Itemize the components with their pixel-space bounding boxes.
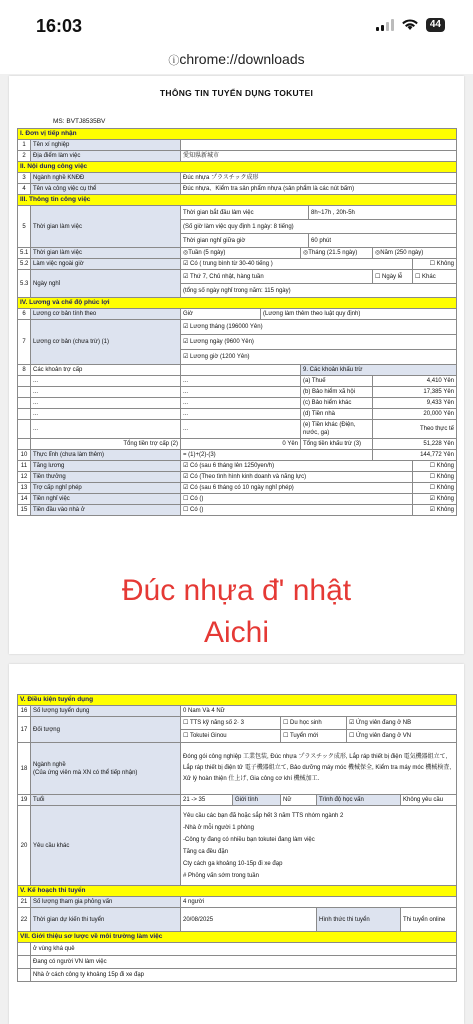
row-label: Số lượng tham gia phỏng vấn (31, 897, 181, 908)
row-label: Tuổi (31, 795, 181, 806)
row-num: 21 (18, 897, 31, 908)
watermark-line-2: Aichi (203, 616, 270, 649)
row-value: ☑ Có (sau 6 tháng có 10 ngày nghỉ phép) (181, 483, 413, 494)
section-title: I. Đơn vị tiếp nhận (18, 129, 457, 140)
section-title: V. Kế hoạch thi tuyển (18, 886, 457, 897)
table-cell: 20,000 Yên (373, 409, 457, 420)
row-label: Lương cơ bản tính theo (31, 309, 181, 320)
req-line: Cty cách ga khoảng 10-15p đi xe đạp (183, 860, 283, 867)
row-label: Yêu cầu khác (31, 806, 181, 886)
row-label: Trình độ học vấn (317, 795, 401, 806)
row-num: 1 (18, 140, 31, 151)
row-label: Tên xí nghiệp (31, 140, 181, 151)
row-label: Thời gian làm việc (31, 206, 181, 248)
row-value: 144,772 Yên (373, 450, 457, 461)
row-value: 8h~17h , 20h-5h (309, 206, 457, 220)
row-value: ☑ Lương ngày (9600 Yên) (181, 335, 457, 350)
row-value (181, 140, 457, 151)
row-value: ☑ Lương tháng (196000 Yên) (181, 320, 457, 335)
row-value: ☑ Có (Theo tình hình kinh doanh và năng lực) (181, 472, 413, 483)
row-num: 5.1 (18, 248, 31, 259)
row-value: Thời gian nghỉ giữa giờ (181, 234, 309, 248)
row-value: = (1)+(2)-(3) (181, 450, 373, 461)
row-label: Số lượng tuyển dụng (31, 706, 181, 717)
row-value: ◎Tuần (5 ngày) (181, 248, 301, 259)
row-label: Thời gian dự kiến thi tuyển (31, 908, 181, 932)
row-num: 2 (18, 151, 31, 162)
row-value: ☐ Tuyển mới (281, 730, 347, 743)
section-title: II. Nội dung công việc (18, 162, 457, 173)
row-label (31, 743, 181, 795)
req-line: -Công ty đang có nhiều bạn tokutei đang làm việc (183, 836, 315, 843)
table-cell: 17,385 Yên (373, 387, 457, 398)
row-value: Đúc nhựa、Kiểm tra sản phẩm nhựa (sản phẩm là các nút bấm) (181, 184, 457, 195)
clock: 16:03 (36, 16, 83, 36)
table-cell: ... (31, 398, 181, 409)
row-label: Tiền nghỉ việc (31, 494, 181, 505)
row-label: 9. Các khoản khấu trừ (301, 365, 457, 376)
row-num: 3 (18, 173, 31, 184)
row-num: 10 (18, 450, 31, 461)
table-cell: (b) Bảo hiểm xã hội (301, 387, 373, 398)
row-value: ☑ Thứ 7, Chủ nhật, hàng tuần (181, 270, 373, 284)
row-value: ◎Năm (250 ngày) (373, 248, 457, 259)
row-label: Tiền đầu vào nhà ở (31, 505, 181, 516)
row-num: 14 (18, 494, 31, 505)
req-line: Tăng ca đều đặn (183, 848, 229, 855)
table-cell: (a) Thuế (301, 376, 373, 387)
table-cell: 9,433 Yên (373, 398, 457, 409)
env-line: Nhà ở cách công ty khoảng 15p đi xe đạp (31, 969, 457, 982)
table-cell: 0 Yên (181, 439, 301, 450)
table-cell: ... (31, 387, 181, 398)
row-num: 6 (18, 309, 31, 320)
row-num: 4 (18, 184, 31, 195)
req-line: # Phỏng vấn sớm trong tuần (183, 872, 259, 879)
row-value: (tổng số ngày nghỉ trong năm: 115 ngày) (181, 284, 457, 298)
table-cell: ... (31, 409, 181, 420)
row-num: 5 (18, 206, 31, 248)
row-label: Đối tượng (31, 717, 181, 743)
env-line: Đang có người VN làm việc (31, 956, 457, 969)
table-cell: ... (181, 420, 301, 439)
row-label: Trợ cấp nghỉ phép (31, 483, 181, 494)
row-value: Thời gian bắt đầu làm việc (181, 206, 309, 220)
section-title: VII. Giới thiệu sơ lược về môi trường làm việc (18, 932, 457, 943)
row-value: ☐ Có () (181, 505, 413, 516)
row-value: ☐ Có () (181, 494, 413, 505)
doc-code: MS: BVTJ8535BV (53, 118, 106, 125)
row-num: 16 (18, 706, 31, 717)
signal-icon (376, 19, 394, 31)
row-label: Ngành nghề KNĐĐ (31, 173, 181, 184)
table-cell: 51,228 Yên (373, 439, 457, 450)
row-label: Tên và công việc cụ thể (31, 184, 181, 195)
row-value: 愛知県新城市 (181, 151, 457, 162)
row-value: ☐ Không (413, 483, 457, 494)
wifi-icon (402, 19, 418, 31)
row-value: 60 phút (309, 234, 457, 248)
row-label: Giới tính (233, 795, 281, 806)
table-cell: (e) Tiền khác (Điện, nước, ga) (301, 420, 373, 439)
table-cell: ... (31, 420, 181, 439)
row-num: 5.2 (18, 259, 31, 270)
row-value: 20/08/2025 (181, 908, 317, 932)
row-value: (Lương làm thêm theo luật quy định) (261, 309, 457, 320)
info-table-2 (17, 694, 457, 982)
status-icons (376, 18, 445, 32)
watermark-line-1: Đúc nhựa đ' nhật (121, 574, 352, 607)
row-value: ☑ Không (413, 494, 457, 505)
table-cell: (d) Tiền nhà (301, 409, 373, 420)
row-value: 0 Nam Và 4 Nữ (181, 706, 457, 717)
row-value: ☑ Có ( trung bình từ 30-40 tiếng ) (181, 259, 413, 270)
url-text: chrome://downloads (179, 51, 305, 67)
row-num: 22 (18, 908, 31, 932)
row-value: ☐ Ngày lễ (373, 270, 413, 284)
row-value: ☑ Có (sau 6 tháng lên 1250yen/h) (181, 461, 413, 472)
row-value: ◎Tháng (21.5 ngày) (301, 248, 373, 259)
info-table-1 (17, 128, 457, 516)
row-label: Hình thức thi tuyển (317, 908, 401, 932)
doc-title: THÔNG TIN TUYỂN DỤNG TOKUTEI (159, 88, 314, 98)
row-num: 12 (18, 472, 31, 483)
section-title: IV. Lương và chế độ phúc lợi (18, 298, 457, 309)
battery-icon: 44 (426, 18, 445, 32)
row-value: 4 người (181, 897, 457, 908)
section-title: V. Điều kiện tuyển dụng (18, 695, 457, 706)
row-label: Tăng lương (31, 461, 181, 472)
row-value: ☐ Du học sinh (281, 717, 347, 730)
row-value: (Số giờ làm việc quy định 1 ngày: 8 tiếng) (181, 220, 457, 234)
section-title: III. Thông tin công việc (18, 195, 457, 206)
table-cell: ... (181, 376, 301, 387)
row-num: 20 (18, 806, 31, 886)
pdf-page-2 (9, 664, 464, 1024)
row-label: Thực lĩnh (chưa làm thêm) (31, 450, 181, 461)
row-value: 21 -> 35 (181, 795, 233, 806)
status-bar (0, 0, 473, 48)
row-value: ☐ Không (413, 259, 457, 270)
row-num: 15 (18, 505, 31, 516)
table-cell: (c) Bảo hiểm khác (301, 398, 373, 409)
row-num: 18 (18, 743, 31, 795)
table-cell: ... (181, 387, 301, 398)
row-num: 5.3 (18, 270, 31, 298)
env-line: ở vùng khá quê (31, 943, 457, 956)
row-label: Ngày nghỉ (31, 270, 181, 298)
row-value: ☐ TTS kỹ năng số 2· 3 (181, 717, 281, 730)
row-value: Không yêu cầu (401, 795, 457, 806)
table-cell: ... (31, 376, 181, 387)
row-num: 13 (18, 483, 31, 494)
row-num: 7 (18, 320, 31, 365)
info-icon: ⓘ (168, 55, 180, 67)
row-num: 11 (18, 461, 31, 472)
row-label: Tiền thưởng (31, 472, 181, 483)
row-value: ☐ Ứng viên đang ở VN (347, 730, 457, 743)
row-label: Thời gian làm việc (31, 248, 181, 259)
row-label: Lương cơ bản (chưa trừ) (1) (31, 320, 181, 365)
row-num: 17 (18, 717, 31, 743)
row-label: Làm việc ngoài giờ (31, 259, 181, 270)
row-label: Các khoản trợ cấp (31, 365, 181, 376)
table-cell: Theo thực tế (373, 420, 457, 439)
row-value: ☑ Ứng viên đang ở NB (347, 717, 457, 730)
label-sub: (Của ứng viên mà XN có thể tiếp nhận) (33, 769, 138, 776)
row-value: ☐ Không (413, 461, 457, 472)
row-num: 8 (18, 365, 31, 376)
pdf-page-1 (9, 76, 464, 654)
row-value: ☐ Khác (413, 270, 457, 284)
url-bar[interactable] (0, 48, 473, 74)
row-value: Thi tuyển online (401, 908, 457, 932)
table-cell: Tổng tiền trợ cấp (2) (31, 439, 181, 450)
row-value (181, 806, 457, 886)
row-label: Địa điểm làm việc (31, 151, 181, 162)
row-value: Nữ (281, 795, 317, 806)
row-value: ☑ Không (413, 505, 457, 516)
table-cell: Tổng tiền khấu trừ (3) (301, 439, 373, 450)
table-cell: ... (181, 398, 301, 409)
row-value: ☐ Tokutei Ginou (181, 730, 281, 743)
table-cell: ... (181, 409, 301, 420)
row-value: Đúc nhựa プラスチック成形 (181, 173, 457, 184)
label-main: Ngành nghề (33, 761, 66, 768)
table-cell: 4,410 Yên (373, 376, 457, 387)
row-num: 19 (18, 795, 31, 806)
row-value: Đóng gói công nghiệp 工業包装, Đúc nhựa プラスチック成形, Lắp ráp thiết bị điện 電気機器組立て, Lắp ráp thiết bị điện tử 電子機器組立て, Bảo dưỡng máy móc 機械保全, Kiểm tra máy móc 機械検査, Xử lý hoàn thiện 仕上げ, Gia công cơ khí 機械加工. (181, 743, 457, 795)
row-value: Giờ (181, 309, 261, 320)
req-line: -Nhà ở mỗi người 1 phòng (183, 824, 254, 831)
req-line: Yêu cầu các bạn đã hoặc sắp hết 3 năm TTS nhóm ngành 2 (183, 812, 344, 819)
row-value: ☐ Không (413, 472, 457, 483)
row-value: ☑ Lương giờ (1200 Yên) (181, 350, 457, 365)
